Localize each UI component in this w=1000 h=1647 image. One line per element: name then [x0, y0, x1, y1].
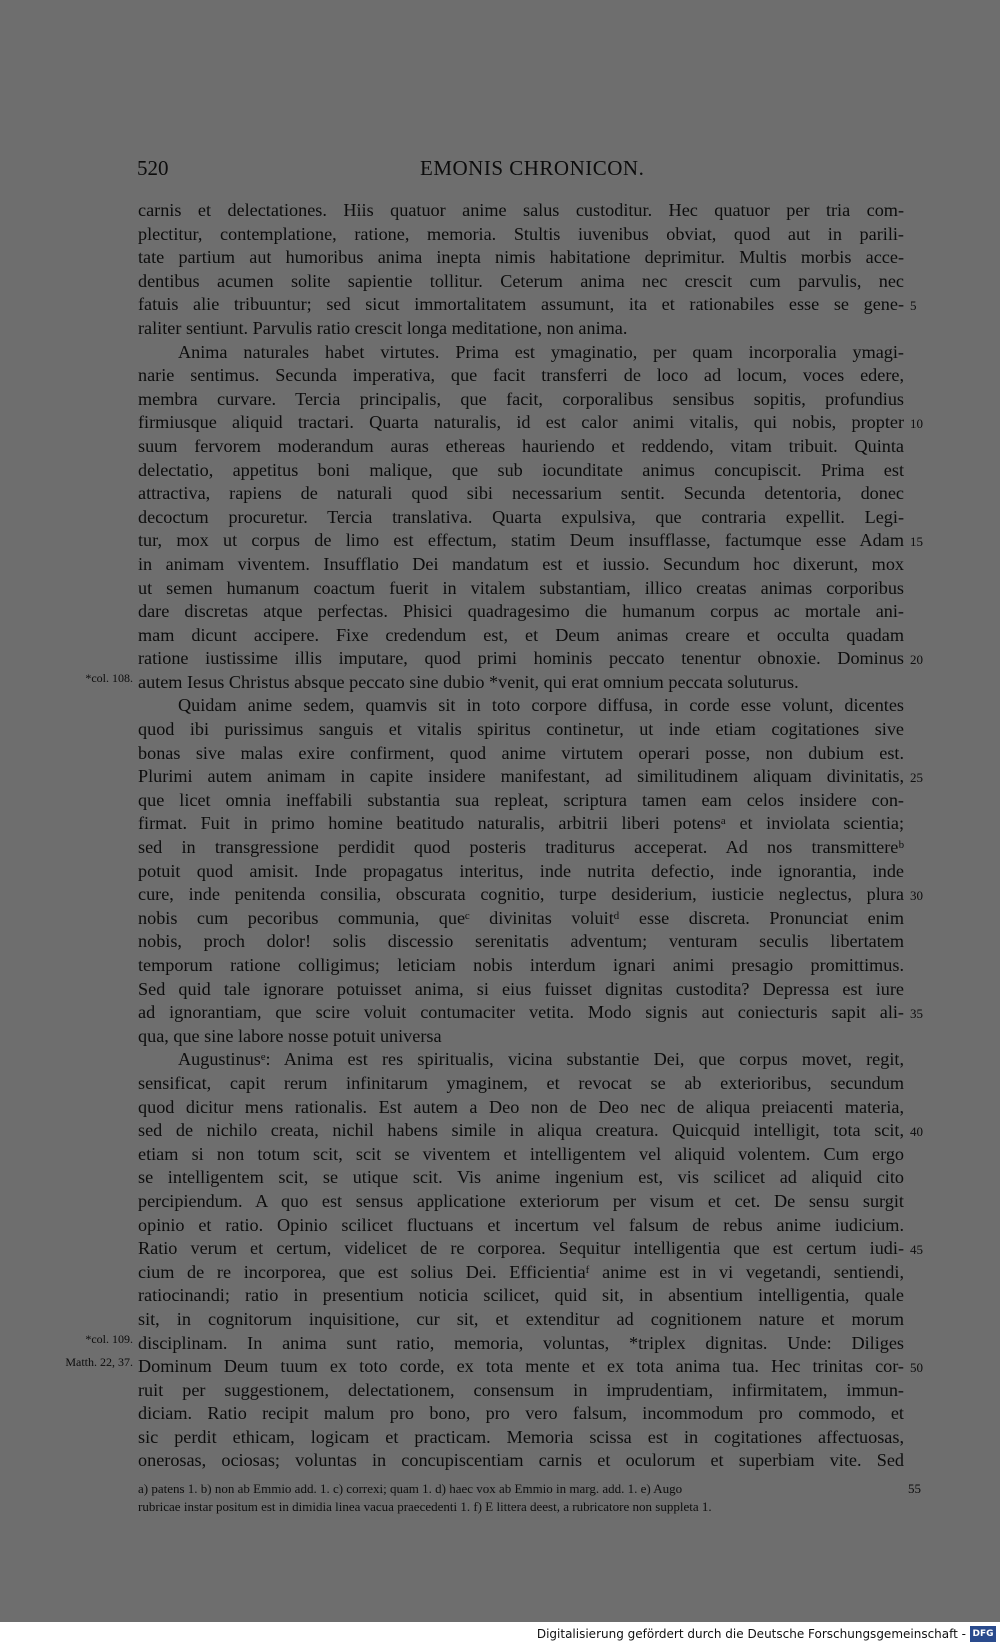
line-text: quod dicitur mens rationalis. Est autem a Deo non de Deo nec de aliqua preiacenti materia,	[138, 1096, 904, 1117]
margin-note: *col. 109.	[85, 1331, 133, 1346]
footer-credit: Digitalisierung gefördert durch die Deutsche Forschungsgemeinschaft -	[536, 1627, 966, 1641]
text-line	[138, 293, 917, 317]
text-line	[138, 1261, 904, 1285]
line-text: mam dicunt accipere. Fixe credendum est, et Deum animas creare et occulta quadam	[138, 624, 904, 645]
line-text: membra curvare. Tercia principalis, que facit, corporalibus sensibus sopitis, profundius	[138, 388, 904, 409]
text-line	[85, 670, 904, 695]
line-text: in animam viventem. Insufflatio Dei mandatum est et iussio. Secundum hoc dixerunt, mox	[138, 553, 904, 574]
text-line	[138, 954, 904, 978]
text-line	[138, 388, 904, 412]
text-line	[138, 1237, 923, 1261]
text-line	[138, 1096, 904, 1120]
text-line	[138, 978, 904, 1002]
line-text: dentibus acumen solite sapientie tollitur. Ceterum anima nec crescit cum parvulis, nec	[138, 270, 904, 291]
page-header	[0, 156, 1000, 186]
page-number: 520	[137, 156, 169, 180]
line-text: bonas sive malas exire confirment, quod anime virtutem operari posse, non dubium est.	[138, 742, 904, 763]
line-text: se intelligentem scit, se utique scit. Vis anime ingenium est, vis scilicet ad aliquid cito	[138, 1167, 904, 1188]
text-line	[138, 1402, 904, 1426]
line-number: 5	[910, 298, 917, 314]
text-line	[138, 765, 923, 789]
line-text: disciplinam. In anima sunt ratio, memoria, voluntas, *triplex dignitas. Unde: Diliges	[138, 1332, 904, 1353]
line-text: potuit quod amisit. Inde propagatus interitus, inde nutrita defectio, inde ignorantia, inde	[138, 860, 904, 881]
line-text: que licet omnia ineffabili substantia sua repleat, scriptura tamen eam celos insidere con-	[138, 789, 904, 810]
text-line	[138, 1426, 904, 1450]
line-text: carnis et delectationes. Hiis quatuor anime salus custoditur. Hec quatuor per tria com-	[138, 200, 904, 220]
text-line	[138, 1025, 904, 1049]
line-text: sed in transgressione perdidit quod posteris traditurus acceperat. Ad nos transmittereᵇ	[138, 837, 904, 858]
dfg-logo: DFG	[970, 1626, 996, 1642]
text-line	[138, 789, 904, 813]
line-text: onerosas, ociosas; voluntas in concupiscentiam carnis et oculorum et superbiam vite. Sed	[138, 1450, 904, 1471]
line-text: plectitur, contemplatione, ratione, memoria. Stultis iuvenibus obviat, quod aut in parili-	[138, 223, 904, 244]
line-number: 50	[910, 1360, 923, 1376]
line-text: sic perdit ethicam, logicam et practicam. Memoria scissa est in cogitationes affectuosas,	[138, 1426, 904, 1447]
text-line	[138, 1449, 904, 1473]
text-line	[138, 577, 904, 601]
footnotes	[138, 1480, 928, 1516]
text-line	[138, 647, 923, 671]
footnote-text: rubricae instar positum est in dimidia linea vacua praecedenti 1. f) E littera deest, a rubricatore non suppleta 1.	[138, 1499, 712, 1514]
text-line	[138, 341, 904, 365]
line-text: firmat. Fuit in primo homine beatitudo naturalis, arbitrii liberi potensᵃ et inviolata scientia;	[138, 813, 904, 834]
line-text: fatuis alie tribuuntur; sed sicut immortalitatem assumunt, ita et rationabiles esse se gene-	[138, 294, 904, 315]
line-text: ruit per suggestionem, delectationem, consensum in imprudentiam, infirmitatem, immun-	[138, 1379, 904, 1400]
text-line	[138, 1214, 904, 1238]
line-text: nobis cum pecoribus communia, queᶜ divinitas voluitᵈ esse discreta. Pronunciat enim	[138, 907, 904, 928]
text-line	[138, 411, 923, 435]
text-line	[138, 435, 904, 459]
text-line	[138, 529, 923, 553]
footnote-text: a) patens 1. b) non ab Emmio add. 1. c) correxi; quam 1. d) haec vox ab Emmio in marg. add. 1. e) Augo	[138, 1481, 683, 1496]
line-text: autem Iesus Christus absque peccato sine dubio *venit, qui erat omnium peccata soluturus.	[138, 671, 799, 692]
text-line	[138, 459, 904, 483]
line-text: Ratio verum et certum, videlicet de re corporea. Sequitur intelligentia que est certum iudi-	[138, 1238, 904, 1259]
text-line	[85, 1331, 904, 1356]
text-line	[138, 1001, 923, 1025]
text-line	[138, 270, 904, 294]
line-text: sed de nichilo creata, nichil habens simile in aliqua creatura. Quicquid intelligit, tota scit,	[138, 1120, 904, 1141]
margin-note: Matth. 22, 37.	[65, 1355, 133, 1370]
line-text: Anima naturales habet virtutes. Prima est ymaginatio, per quam incorporalia ymagi-	[178, 341, 904, 362]
text-line	[138, 1166, 904, 1190]
line-text: ad ignorantiam, que scire voluit contumaciter vetita. Modo signis aut coniecturis sapit ali-	[138, 1002, 904, 1023]
line-text: sensificat, capit rerum infinitarum ymaginem, et revocat se ab exterioribus, secundum	[138, 1072, 904, 1093]
text-line	[138, 199, 904, 223]
text-line	[138, 1308, 904, 1332]
line-text: etiam si non totum scit, scit se viventem et intelligentem vel aliquid volentem. Cum ergo	[138, 1143, 904, 1164]
line-number: 55	[908, 1481, 921, 1496]
text-line	[138, 506, 904, 530]
line-text: nobis, proch dolor! solis discessio serenitatis adventum; venturam seculis libertatem	[138, 931, 904, 952]
line-text: diciam. Ratio recipit malum pro bono, pro vero falsum, incommodum pro commodo, et	[138, 1403, 904, 1424]
text-line	[138, 742, 904, 766]
text-line	[138, 600, 904, 624]
line-text: Plurimi autem animam in capite insidere manifestant, ad similitudinem aliquam divinitatis,	[138, 766, 904, 787]
line-text: Quidam anime sedem, quamvis sit in toto corpore diffusa, in corde esse volunt, dicentes	[178, 695, 904, 716]
line-text: narie sentimus. Secunda imperativa, que facit transferri de loco ad locum, voces edere,	[138, 365, 904, 386]
line-text: firmiusque aliquid tractari. Quarta naturalis, id est calor animi vitalis, qui nobis, propter	[138, 412, 904, 433]
line-text: qua, que sine labore nosse potuit universa	[138, 1025, 442, 1046]
line-text: dare discretas atque perfectas. Phisici quadragesimo die humanum corpus ac mortale ani-	[138, 601, 904, 622]
text-line	[138, 1143, 904, 1167]
footnote-line	[138, 1480, 928, 1498]
line-text: Augustinusᵉ: Anima est res spiritualis, vicina substantie Dei, que corpus movet, regit,	[178, 1049, 904, 1070]
text-line	[138, 624, 904, 648]
line-text: tate partium aut humoribus anima inepta nimis habitatione deprimitur. Multis morbis acce-	[138, 247, 904, 268]
running-title: EMONIS CHRONICON.	[420, 156, 645, 180]
line-number: 25	[910, 770, 923, 786]
footer-bar	[0, 1622, 1000, 1647]
text-line	[138, 1119, 923, 1143]
line-text: decoctum procuretur. Tercia translativa. Quarta expulsiva, que contraria expellit. Legi-	[138, 506, 904, 527]
line-text: quod ibi purissimus sanguis et vitalis spiritus continetur, ut inde etiam cogitationes sive	[138, 719, 904, 740]
main-text	[65, 199, 923, 1473]
line-text: sit, in cognitorum inquisitione, cur sit, et extenditur ad cognitionem nature et morum	[138, 1308, 904, 1329]
line-text: ratiocinandi; ratio in presentium noticia scilicet, quid sit, in absentium intelligentia, quale	[138, 1285, 904, 1306]
text-line	[138, 860, 904, 884]
text-line	[138, 907, 904, 931]
line-text: temporum ratione colligimus; leticiam nobis interdum ignari animi presagio promittimus.	[138, 955, 904, 975]
text-line	[138, 482, 904, 506]
line-number: 35	[910, 1006, 923, 1022]
line-number: 15	[910, 534, 923, 550]
text-line	[65, 1355, 923, 1379]
line-text: opinio et ratio. Opinio scilicet fluctuans et incertum vel falsum de rebus anime iudicium.	[138, 1214, 904, 1235]
line-text: raliter sentiunt. Parvulis ratio crescit longa meditatione, non anima.	[138, 317, 628, 338]
text-line	[138, 553, 904, 577]
text-line	[138, 223, 904, 247]
text-line	[138, 317, 904, 341]
line-number: 10	[910, 416, 923, 432]
text-line	[138, 1072, 904, 1096]
line-text: Dominum Deum tuum ex toto corde, ex tota mente et ex tota anima tua. Hec trinitas cor-	[138, 1356, 904, 1377]
text-line	[138, 364, 904, 388]
text-line	[138, 930, 904, 954]
text-line	[138, 718, 904, 742]
line-text: attractiva, rapiens de naturali quod sibi necessarium sentit. Secunda detentoria, donec	[138, 483, 904, 504]
footnote-line	[138, 1498, 928, 1516]
line-number: 30	[910, 888, 923, 904]
margin-note: *col. 108.	[85, 670, 133, 685]
line-text: cium de re incorporea, que est solius Dei. Efficientiaᶠ anime est in vi vegetandi, sentiendi,	[138, 1261, 904, 1282]
text-line	[138, 883, 923, 907]
text-line	[138, 1048, 904, 1072]
line-number: 45	[910, 1242, 923, 1258]
text-line	[138, 1190, 904, 1214]
text-line	[138, 1379, 904, 1403]
text-line	[138, 1284, 904, 1308]
line-text: ut semen humanum coactum fuerit in vitalem substantiam, illico creatas animas corporibus	[138, 577, 904, 598]
text-line	[138, 246, 904, 270]
line-number: 40	[910, 1124, 923, 1140]
line-text: percipiendum. A quo est sensus applicatione exteriorum per visum et cet. De sensu surgit	[138, 1190, 904, 1211]
line-text: Sed quid tale ignorare potuisset anima, si eius fuisset dignitas custodita? Depressa est iure	[138, 978, 904, 999]
text-line	[138, 694, 904, 718]
line-text: ratione iustissime illis imputare, quod primi hominis peccato tenentur obnoxie. Dominus	[138, 648, 904, 669]
text-line	[138, 836, 904, 860]
line-text: cure, inde penitenda consilia, obscurata cognitio, turpe desiderium, iusticie neglectus, plura	[138, 884, 904, 905]
line-number: 20	[910, 652, 923, 668]
line-text: tur, mox ut corpus de limo est effectum, statim Deum insufflasse, factumque esse Adam	[138, 530, 904, 551]
text-line	[138, 812, 904, 836]
line-text: suum fervorem moderandum auras ethereas hauriendo et reddendo, vitam tribuit. Quinta	[138, 435, 904, 456]
line-text: delectatio, appetitus boni malique, que sub iocunditate animus concupiscit. Prima est	[138, 459, 904, 480]
